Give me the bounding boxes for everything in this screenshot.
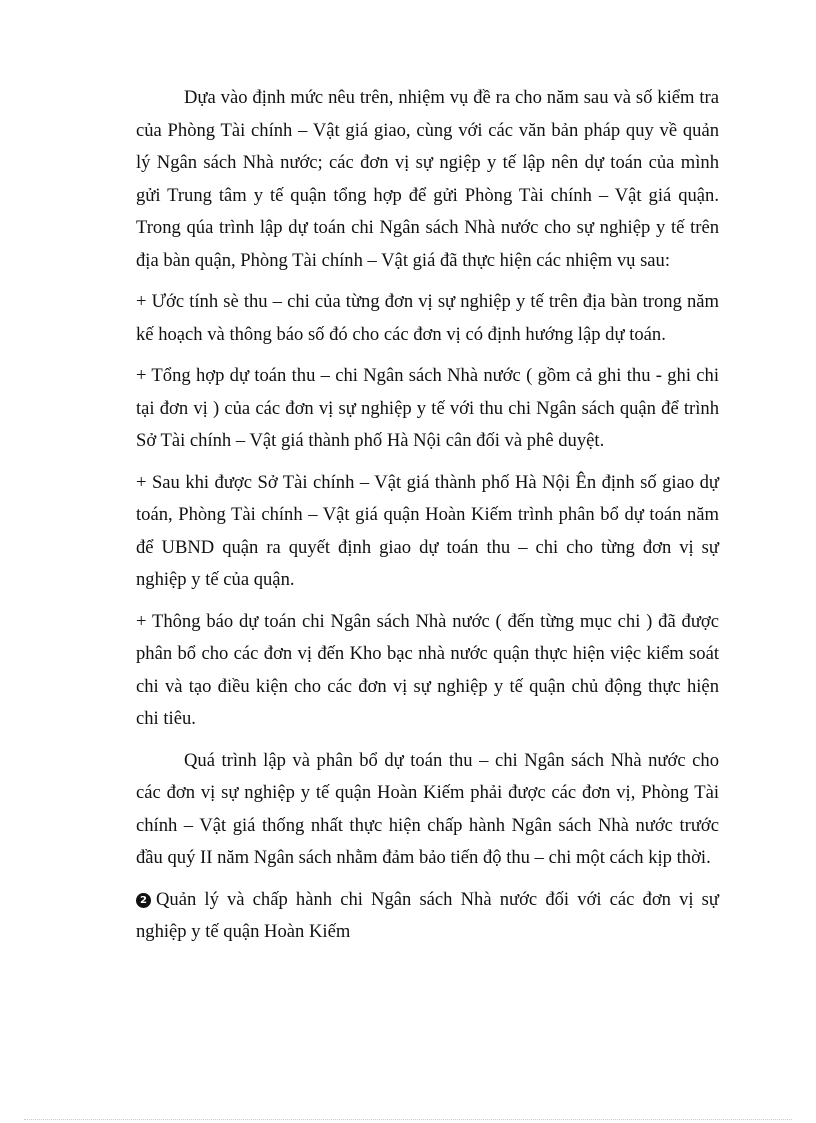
task-item-aggregate: + Tổng hợp dự toán thu – chi Ngân sách Nhà nước ( gồm cả ghi thu - ghi chi tại đơn vị ) của các đơn vị sự nghiệp y tế với thu chi Ngân sách quận để trình Sở Tài chính – Vật giá thành phố Hà Nội cân đối và phê duyệt. [136, 365, 719, 451]
process-paragraph: Quá trình lập và phân bổ dự toán thu – chi Ngân sách Nhà nước cho các đơn vị sự nghiệp y tế quận Hoàn Kiếm phải được các đơn vị, Phòng Tài chính – Vật giá thống nhất thực hiện chấp hành Ngân sách Nhà nước trước đầu quý II năm Ngân sách nhằm đảm bảo tiến độ thu – chi một cách kịp thời. [136, 749, 719, 868]
task-item-notify: + Thông báo dự toán chi Ngân sách Nhà nước ( đến từng mục chi ) đã được phân bổ cho các đơn vị đến Kho bạc nhà nước quận thực hiện việc kiểm soát chi và tạo điều kiện cho các đơn vị sự nghiệp y tế quận chủ động thực hiện chi tiêu. [136, 610, 719, 729]
task-item-allocate: + Sau khi được Sở Tài chính – Vật giá thành phố Hà Nội Ên định số giao dự toán, Phòng Tài chính – Vật giá quận Hoàn Kiếm trình phân bổ dự toán năm để UBND quận ra quyết định giao dự toán thu – chi cho từng đơn vị sự nghiệp y tế của quận. [136, 471, 719, 590]
document-body [136, 82, 719, 958]
numbered-bullet-icon: 2 [136, 893, 151, 908]
intro-paragraph: Dựa vào định mức nêu trên, nhiệm vụ đề ra cho năm sau và số kiểm tra của Phòng Tài chính – Vật giá giao, cùng với các văn bản pháp quy về quản lý Ngân sách Nhà nước; các đơn vị sự ngiệp y tế lập nên dự toán của mình gửi Trung tâm y tế quận tổng hợp để gửi Phòng Tài chính – Vật giá quận. Trong qúa trình lập dự toán chi Ngân sách Nhà nước cho sự nghiệp y tế trên địa bàn quận, Phòng Tài chính – Vật giá đã thực hiện các nhiệm vụ sau: [136, 87, 719, 271]
section-heading [136, 884, 719, 949]
page-bottom-divider [24, 1119, 792, 1120]
section-heading-text: Quản lý và chấp hành chi Ngân sách Nhà nước đối với các đơn vị sự nghiệp y tế quận Hoàn Kiếm [136, 888, 719, 942]
task-item-estimate: + Ước tính sè thu – chi của từng đơn vị sự nghiệp y tế trên địa bàn trong năm kế hoạch và thông báo số đó cho các đơn vị có định hướng lập dự toán. [136, 291, 719, 345]
